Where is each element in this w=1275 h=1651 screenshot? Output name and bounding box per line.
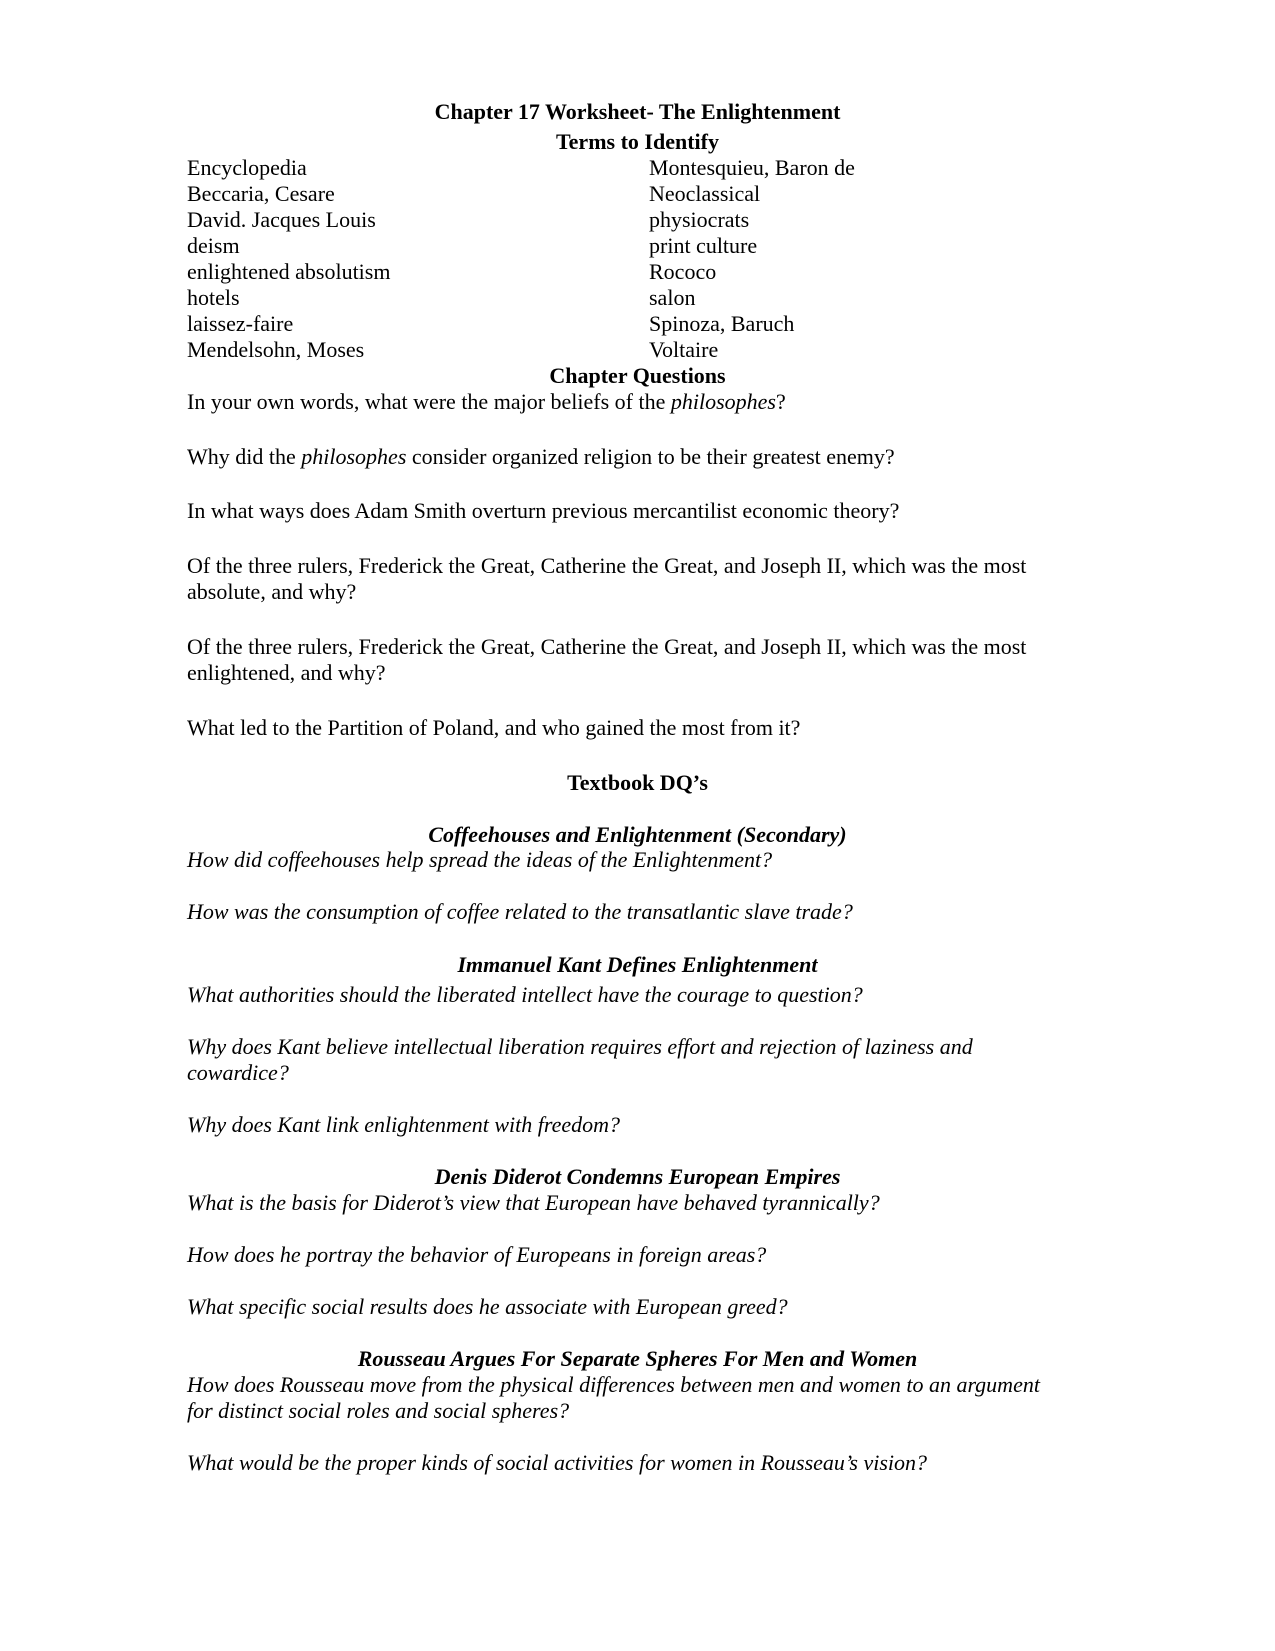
section-question: What authorities should the liberated intellect have the courage to question? — [187, 982, 863, 1007]
term-item: Voltaire — [649, 337, 719, 362]
term-item: Rococo — [649, 259, 717, 284]
chapter-questions-heading: Chapter Questions — [549, 363, 726, 388]
section-question: What is the basis for Diderot’s view that European have behaved tyrannically? — [187, 1190, 880, 1215]
term-item: Encyclopedia — [187, 155, 307, 180]
term-item: print culture — [649, 233, 758, 258]
section-question: How did coffeehouses help spread the ideas of the Enlightenment? — [187, 847, 773, 872]
section-question: How was the consumption of coffee related to the transatlantic slave trade? — [187, 899, 853, 924]
page-title: Chapter 17 Worksheet- The Enlightenment — [434, 99, 841, 124]
section-question: What specific social results does he associate with European greed? — [187, 1294, 788, 1319]
chapter-question-5-line-2: enlightened, and why? — [187, 660, 386, 685]
textbook-heading: Textbook DQ’s — [567, 770, 708, 795]
term-item: enlightened absolutism — [187, 259, 391, 284]
term-item: laissez-faire — [187, 311, 294, 336]
section-question-line-2: cowardice? — [187, 1060, 289, 1085]
section-question-line-1: How does Rousseau move from the physical differences between men and women to an argument — [187, 1372, 1040, 1397]
question-text: Why did the — [187, 444, 302, 469]
term-item: Neoclassical — [649, 181, 761, 206]
term-item: David. Jacques Louis — [187, 207, 376, 232]
chapter-question-4-line-1: Of the three rulers, Frederick the Great, Catherine the Great, and Joseph II, which was the most — [187, 553, 1027, 578]
chapter-question-3: In what ways does Adam Smith overturn previous mercantilist economic theory? — [187, 498, 900, 523]
section-question-line-2: for distinct social roles and social spheres? — [187, 1398, 570, 1423]
chapter-question-4-line-2: absolute, and why? — [187, 579, 357, 604]
term-item: salon — [649, 285, 696, 310]
question-text: consider organized religion to be their greatest enemy? — [406, 444, 895, 469]
terms-heading: Terms to Identify — [556, 129, 719, 154]
section-question: What would be the proper kinds of social activities for women in Rousseau’s vision? — [187, 1450, 927, 1475]
question-emphasis: philosophes — [301, 444, 407, 469]
term-item: physiocrats — [649, 207, 750, 232]
question-text: In your own words, what were the major beliefs of the — [187, 389, 671, 414]
section-question: Why does Kant link enlightenment with freedom? — [187, 1112, 620, 1137]
section-question: How does he portray the behavior of Europeans in foreign areas? — [187, 1242, 767, 1267]
chapter-question-2 — [187, 444, 895, 470]
term-item: Spinoza, Baruch — [649, 311, 795, 336]
term-item: Montesquieu, Baron de — [649, 155, 855, 180]
question-emphasis: philosophes — [670, 389, 776, 414]
term-item: Beccaria, Cesare — [187, 181, 335, 206]
chapter-question-1 — [187, 389, 786, 415]
chapter-question-6: What led to the Partition of Poland, and who gained the most from it? — [187, 715, 801, 740]
chapter-question-5-line-1: Of the three rulers, Frederick the Great, Catherine the Great, and Joseph II, which was the most — [187, 634, 1027, 659]
term-item: Mendelsohn, Moses — [187, 337, 365, 362]
section-heading-coffeehouses: Coffeehouses and Enlightenment (Secondary) — [428, 822, 847, 847]
section-heading-kant: Immanuel Kant Defines Enlightenment — [457, 952, 818, 977]
section-heading-rousseau: Rousseau Argues For Separate Spheres For Men and Women — [357, 1346, 918, 1371]
question-text: ? — [776, 389, 786, 414]
term-item: deism — [187, 233, 240, 258]
section-question-line-1: Why does Kant believe intellectual liberation requires effort and rejection of laziness and — [187, 1034, 973, 1059]
term-item: hotels — [187, 285, 240, 310]
section-heading-diderot: Denis Diderot Condemns European Empires — [434, 1164, 841, 1189]
